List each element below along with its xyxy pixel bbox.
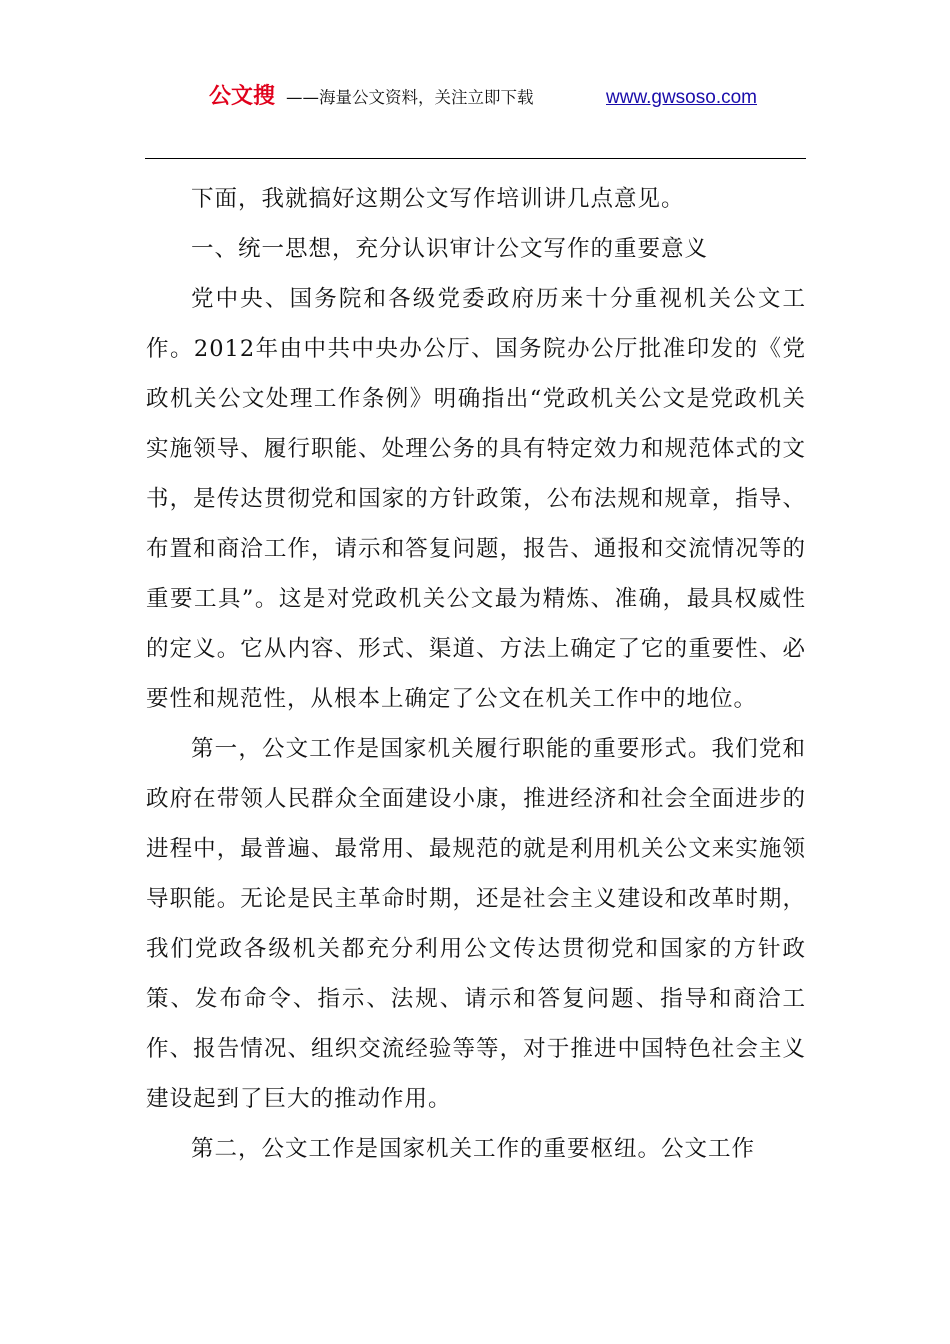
section-heading: 一、统一思想，充分认识审计公文写作的重要意义 xyxy=(191,236,709,262)
paragraph: 第一，公文工作是国家机关履行职能的重要形式。我们党和政府在带领人民群众全面建设小康，推进经济和社会全面进步的进程中，最普遍、最常用、最规范的就是利用机关公文来实施领导职能。无论是民主革命时期，还是社会主义建设和改革时期，我们党政各级机关都充分利用公文传达贯彻党和国家的方针政策、发布命令、指示、法规、请示和答复问题、指导和商洽工作、报告情况、组织交流经验等等，对于推进中国特色社会主义建设起到了巨大的推动作用。 xyxy=(146,736,806,1112)
page-header xyxy=(0,80,950,116)
brand-logo-text: 公文搜 xyxy=(209,84,276,109)
website-link[interactable]: www.gwsoso.com xyxy=(606,87,757,108)
document-body xyxy=(146,174,806,1174)
paragraph: 第二，公文工作是国家机关工作的重要枢纽。公文工作 xyxy=(191,1136,756,1162)
header-divider xyxy=(145,158,806,159)
paragraph: 党中央、国务院和各级党委政府历来十分重视机关公文工作。2012年由中共中央办公厅、国务院办公厅批准印发的《党政机关公文处理工作条例》明确指出“党政机关公文是党政机关实施领导、履行职能、处理公务的具有特定效力和规范体式的文书，是传达贯彻党和国家的方针政策，公布法规和规章，指导、布置和商洽工作，请示和答复问题，报告、通报和交流情况等的重要工具”。这是对党政机关公文最为精炼、准确，最具权威性的定义。它从内容、形式、渠道、方法上确定了它的重要性、必要性和规范性，从根本上确定了公文在机关工作中的地位。 xyxy=(146,286,806,712)
header-tagline: ——海量公文资料，关注立即下载 xyxy=(286,88,534,107)
paragraph-intro: 下面，我就搞好这期公文写作培训讲几点意见。 xyxy=(191,186,685,212)
